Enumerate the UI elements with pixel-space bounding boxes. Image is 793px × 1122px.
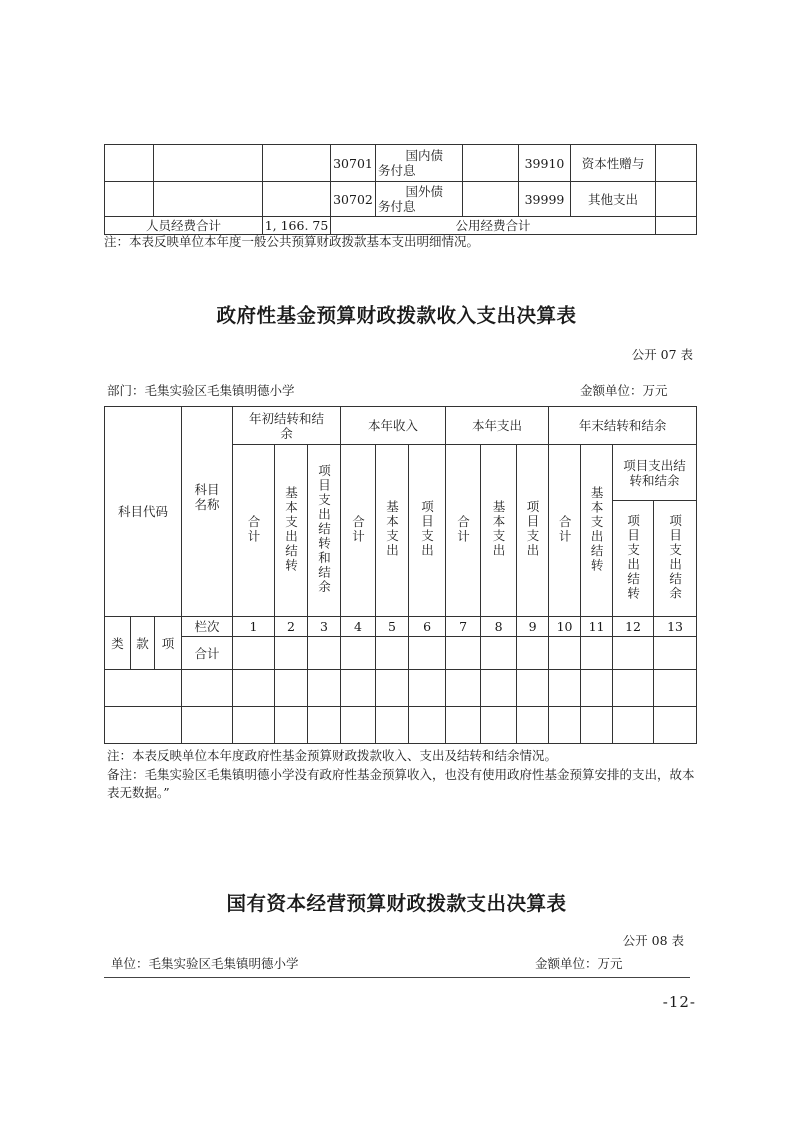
cell [154,145,263,182]
cell [376,637,409,670]
table08-code: 公开 08 表 [622,933,684,948]
cell [581,637,613,670]
column-number: 4 [341,617,376,637]
begin-basic-carry-header: 基本支出结转 [275,445,308,617]
cell [446,637,481,670]
income-basic-header: 基本支出 [376,445,409,617]
column-number-row [105,617,697,637]
column-number: 5 [376,617,409,637]
end-project-carry-header: 项目支出结转 [613,501,654,617]
cell [308,670,341,707]
cell [613,670,654,707]
cell [341,670,376,707]
cell [613,707,654,744]
table-row [105,670,697,707]
cell [656,145,697,182]
end-balance-header: 年末结转和结余 [549,407,697,445]
cell [409,637,446,670]
personnel-total-value: 1, 166. 75 [263,217,331,235]
column-number: 7 [446,617,481,637]
basic-expense-detail-table [104,144,697,235]
end-basic-carry-header: 基本支出结转 [581,445,613,617]
cell [275,707,308,744]
cell [182,670,233,707]
cell [376,670,409,707]
table-row [105,707,697,744]
totals-row [105,217,697,235]
government-fund-table [104,406,697,744]
cell [263,182,331,217]
table08-title: 国有资本经营预算财政拨款支出决算表 [226,892,567,915]
income-total-header: 合计 [341,445,376,617]
cell [308,637,341,670]
public-total-label: 公用经费合计 [331,217,656,235]
top-table-note: 注：本表反映单位本年度一般公共预算财政拨款基本支出明细情况。 [104,234,480,249]
cell [263,145,331,182]
column-number: 1 [233,617,275,637]
column-number: 13 [654,617,697,637]
end-project-balance-header: 项目支出结余 [654,501,697,617]
expense-name: 资本性赠与 [571,145,656,182]
column-number: 10 [549,617,581,637]
cell [409,670,446,707]
table07-remark: 备注：毛集实验区毛集镇明德小学没有政府性基金预算收入，也没有使用政府性基金预算安排的支出，故本表无数据。” [107,767,695,800]
expense-project-header: 项目支出 [517,445,549,617]
expense-code: 30701 [331,145,376,182]
begin-project-carry-balance-header: 项目支出结转和结余 [308,445,341,617]
cell [308,707,341,744]
lanci-label: 栏次 [182,617,233,637]
header-row [105,407,697,445]
cell [275,637,308,670]
cell [654,670,697,707]
column-number: 3 [308,617,341,637]
table07-unit: 金额单位：万元 [580,383,668,398]
column-number: 6 [409,617,446,637]
table08-top-border [104,977,690,978]
table-row [105,145,697,182]
expense-code: 30702 [331,182,376,217]
personnel-total-label: 人员经费合计 [105,217,263,235]
cell [105,707,182,744]
begin-total-header: 合计 [233,445,275,617]
expense-name: 国内债务付息 [376,145,463,182]
cell [581,707,613,744]
heji-label: 合计 [182,637,233,670]
cell [105,145,154,182]
kuan-header: 款 [131,617,155,670]
cell [613,637,654,670]
cell [446,670,481,707]
page-number: -12- [662,993,696,1011]
table07-code: 公开 07 表 [631,347,693,362]
cell [656,182,697,217]
lei-header: 类 [105,617,131,670]
cell [233,637,275,670]
expense-basic-header: 基本支出 [481,445,517,617]
cell [233,707,275,744]
cell [654,707,697,744]
total-row [105,637,697,670]
cell [376,707,409,744]
expense-code: 39999 [519,182,571,217]
table08-unit-name: 单位：毛集实验区毛集镇明德小学 [111,956,299,971]
cell [517,707,549,744]
subject-code-header: 科目代码 [105,407,182,617]
column-number: 9 [517,617,549,637]
cell [105,182,154,217]
column-number: 8 [481,617,517,637]
expense-code: 39910 [519,145,571,182]
column-number: 2 [275,617,308,637]
cell [463,145,519,182]
table07-title: 政府性基金预算财政拨款收入支出决算表 [216,304,577,327]
cell [409,707,446,744]
table08-unit: 金额单位：万元 [535,956,623,971]
income-header: 本年收入 [341,407,446,445]
cell [182,707,233,744]
table07-dept: 部门：毛集实验区毛集镇明德小学 [107,383,295,398]
end-project-carry-balance-header: 项目支出结转和结余 [613,445,697,501]
cell [233,670,275,707]
subject-name-header: 科目名称 [182,407,233,617]
income-project-header: 项目支出 [409,445,446,617]
cell [275,670,308,707]
xiang-header: 项 [155,617,182,670]
cell [549,707,581,744]
end-total-header: 合计 [549,445,581,617]
column-number: 12 [613,617,654,637]
cell [481,637,517,670]
cell [446,707,481,744]
table07-note: 注：本表反映单位本年度政府性基金预算财政拨款收入、支出及结转和结余情况。 [107,748,558,763]
cell [481,670,517,707]
cell [517,637,549,670]
expense-name: 其他支出 [571,182,656,217]
cell [517,670,549,707]
cell [481,707,517,744]
cell [463,182,519,217]
begin-balance-header: 年初结转和结余 [233,407,341,445]
cell [549,637,581,670]
public-total-value [656,217,697,235]
cell [549,670,581,707]
cell [654,637,697,670]
expense-name: 国外债务付息 [376,182,463,217]
expense-total-header: 合计 [446,445,481,617]
column-number: 11 [581,617,613,637]
table-row [105,182,697,217]
cell [341,637,376,670]
cell [154,182,263,217]
cell [581,670,613,707]
expense-header: 本年支出 [446,407,549,445]
cell [105,670,182,707]
cell [341,707,376,744]
